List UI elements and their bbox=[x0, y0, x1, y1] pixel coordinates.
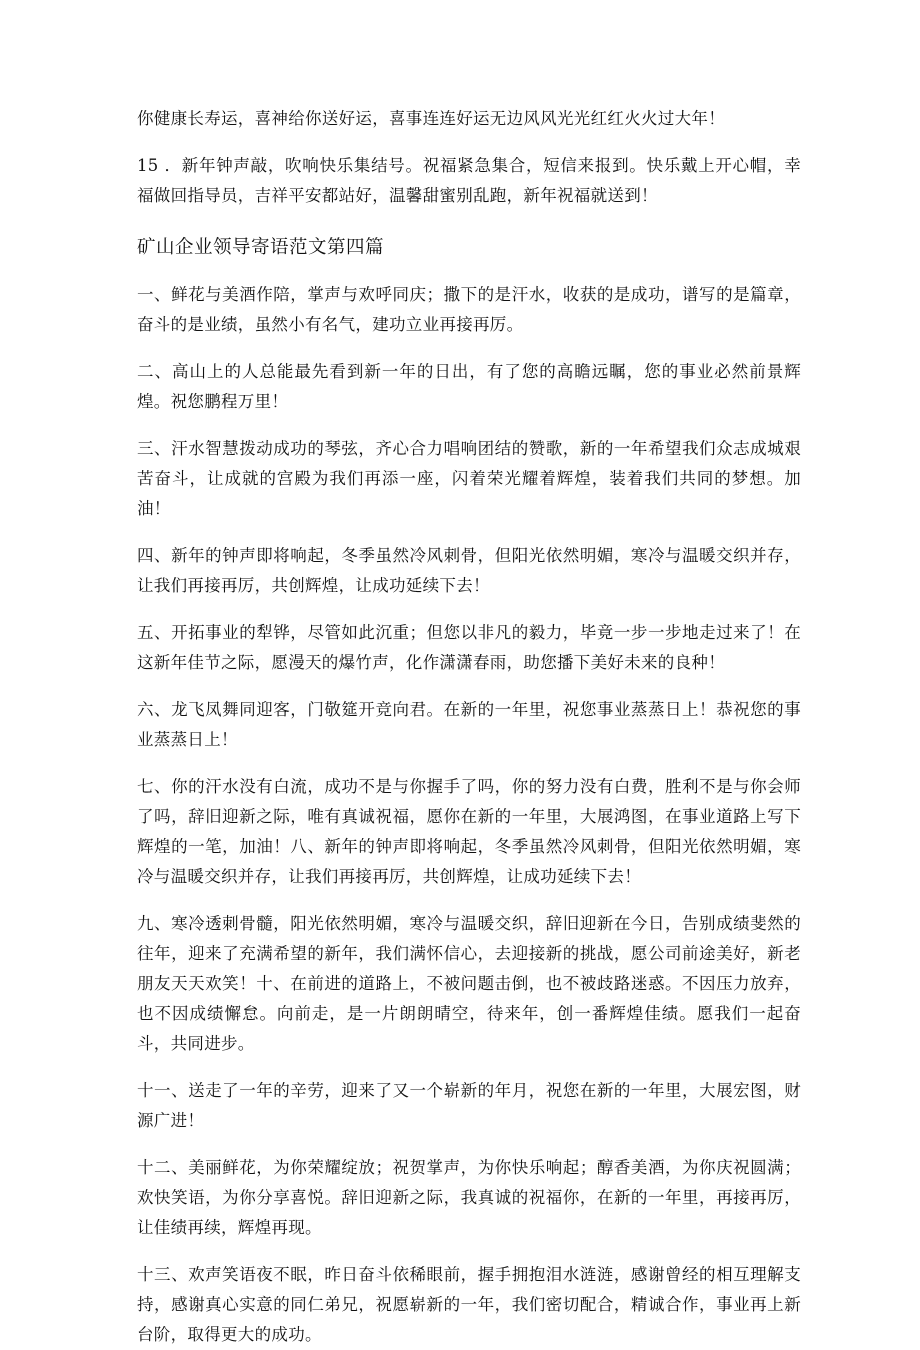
paragraph-item-4: 四、新年的钟声即将响起，冬季虽然冷风刺骨，但阳光依然明媚，寒冷与温暖交织并存，让我们再接再厉，共创辉煌，让成功延续下去！ bbox=[137, 546, 801, 595]
paragraph-item-3: 三、汗水智慧拨动成功的琴弦，齐心合力唱响团结的赞歌，新的一年希望我们众志成城艰苦奋斗，让成就的宫殿为我们再添一座，闪着荣光耀着辉煌，装着我们共同的梦想。加油！ bbox=[137, 439, 801, 518]
paragraph-item-6: 六、龙飞凤舞同迎客，门敬筵开竞向君。在新的一年里，祝您事业蒸蒸日上！恭祝您的事业蒸蒸日上！ bbox=[137, 700, 801, 749]
paragraph-item-2: 二、高山上的人总能最先看到新一年的日出，有了您的高瞻远瞩，您的事业必然前景辉煌。祝您鹏程万里！ bbox=[137, 362, 801, 411]
paragraph-blessing-end: 你健康长寿运，喜神给你送好运，喜事连连好运无边风风光光红红火火过大年！ bbox=[137, 109, 725, 128]
paragraph-item-11: 十一、送走了一年的辛劳，迎来了又一个崭新的年月，祝您在新的一年里，大展宏图，财源广进！ bbox=[137, 1081, 801, 1130]
paragraph-item-15: 15 ．新年钟声敲，吹响快乐集结号。祝福紧急集合，短信来报到。快乐戴上开心帽，幸福做回指导员，吉祥平安都站好，温馨甜蜜别乱跑，新年祝福就送到！ bbox=[137, 156, 801, 205]
paragraph-item-5: 五、开拓事业的犁铧，尽管如此沉重；但您以非凡的毅力，毕竟一步一步地走过来了！在这新年佳节之际，愿漫天的爆竹声，化作潇潇春雨，助您播下美好未来的良种！ bbox=[137, 623, 801, 672]
paragraph-item-13: 十三、欢声笑语夜不眠，昨日奋斗依稀眼前，握手拥抱泪水涟涟，感谢曾经的相互理解支持，感谢真心实意的同仁弟兄，祝愿崭新的一年，我们密切配合，精诚合作，事业再上新台阶，取得更大的成功。 bbox=[137, 1265, 801, 1344]
paragraph-item-9-10: 九、寒冷透刺骨髓，阳光依然明媚，寒冷与温暖交织，辞旧迎新在今日，告别成绩斐然的往年，迎来了充满希望的新年，我们满怀信心，去迎接新的挑战，愿公司前途美好，新老朋友天天欢笑！十、在前进的道路上，不被问题击倒，也不被歧路迷惑。不因压力放弃，也不因成绩懈怠。向前走，是一片朗朗晴空，待来年，创一番辉煌佳绩。愿我们一起奋斗，共同进步。 bbox=[137, 914, 801, 1053]
section-heading: 矿山企业领导寄语范文第四篇 bbox=[137, 237, 385, 258]
paragraph-item-7-8: 七、你的汗水没有白流，成功不是与你握手了吗，你的努力没有白费，胜利不是与你会师了吗，辞旧迎新之际，唯有真诚祝福，愿你在新的一年里，大展鸿图，在事业道路上写下辉煌的一笔，加油！八、新年的钟声即将响起，冬季虽然冷风刺骨，但阳光依然明媚，寒冷与温暖交织并存，让我们再接再厉，共创辉煌，让成功延续下去！ bbox=[137, 777, 801, 886]
document-page bbox=[137, 104, 801, 1350]
paragraph-item-12: 十二、美丽鲜花，为你荣耀绽放；祝贺掌声，为你快乐响起；醇香美酒，为你庆祝圆满；欢快笑语，为你分享喜悦。辞旧迎新之际，我真诚的祝福你，在新的一年里，再接再厉，让佳绩再续，辉煌再现。 bbox=[137, 1158, 801, 1237]
paragraph-item-1: 一、鲜花与美酒作陪，掌声与欢呼同庆；撒下的是汗水，收获的是成功，谱写的是篇章，奋斗的是业绩，虽然小有名气，建功立业再接再厉。 bbox=[137, 285, 801, 334]
